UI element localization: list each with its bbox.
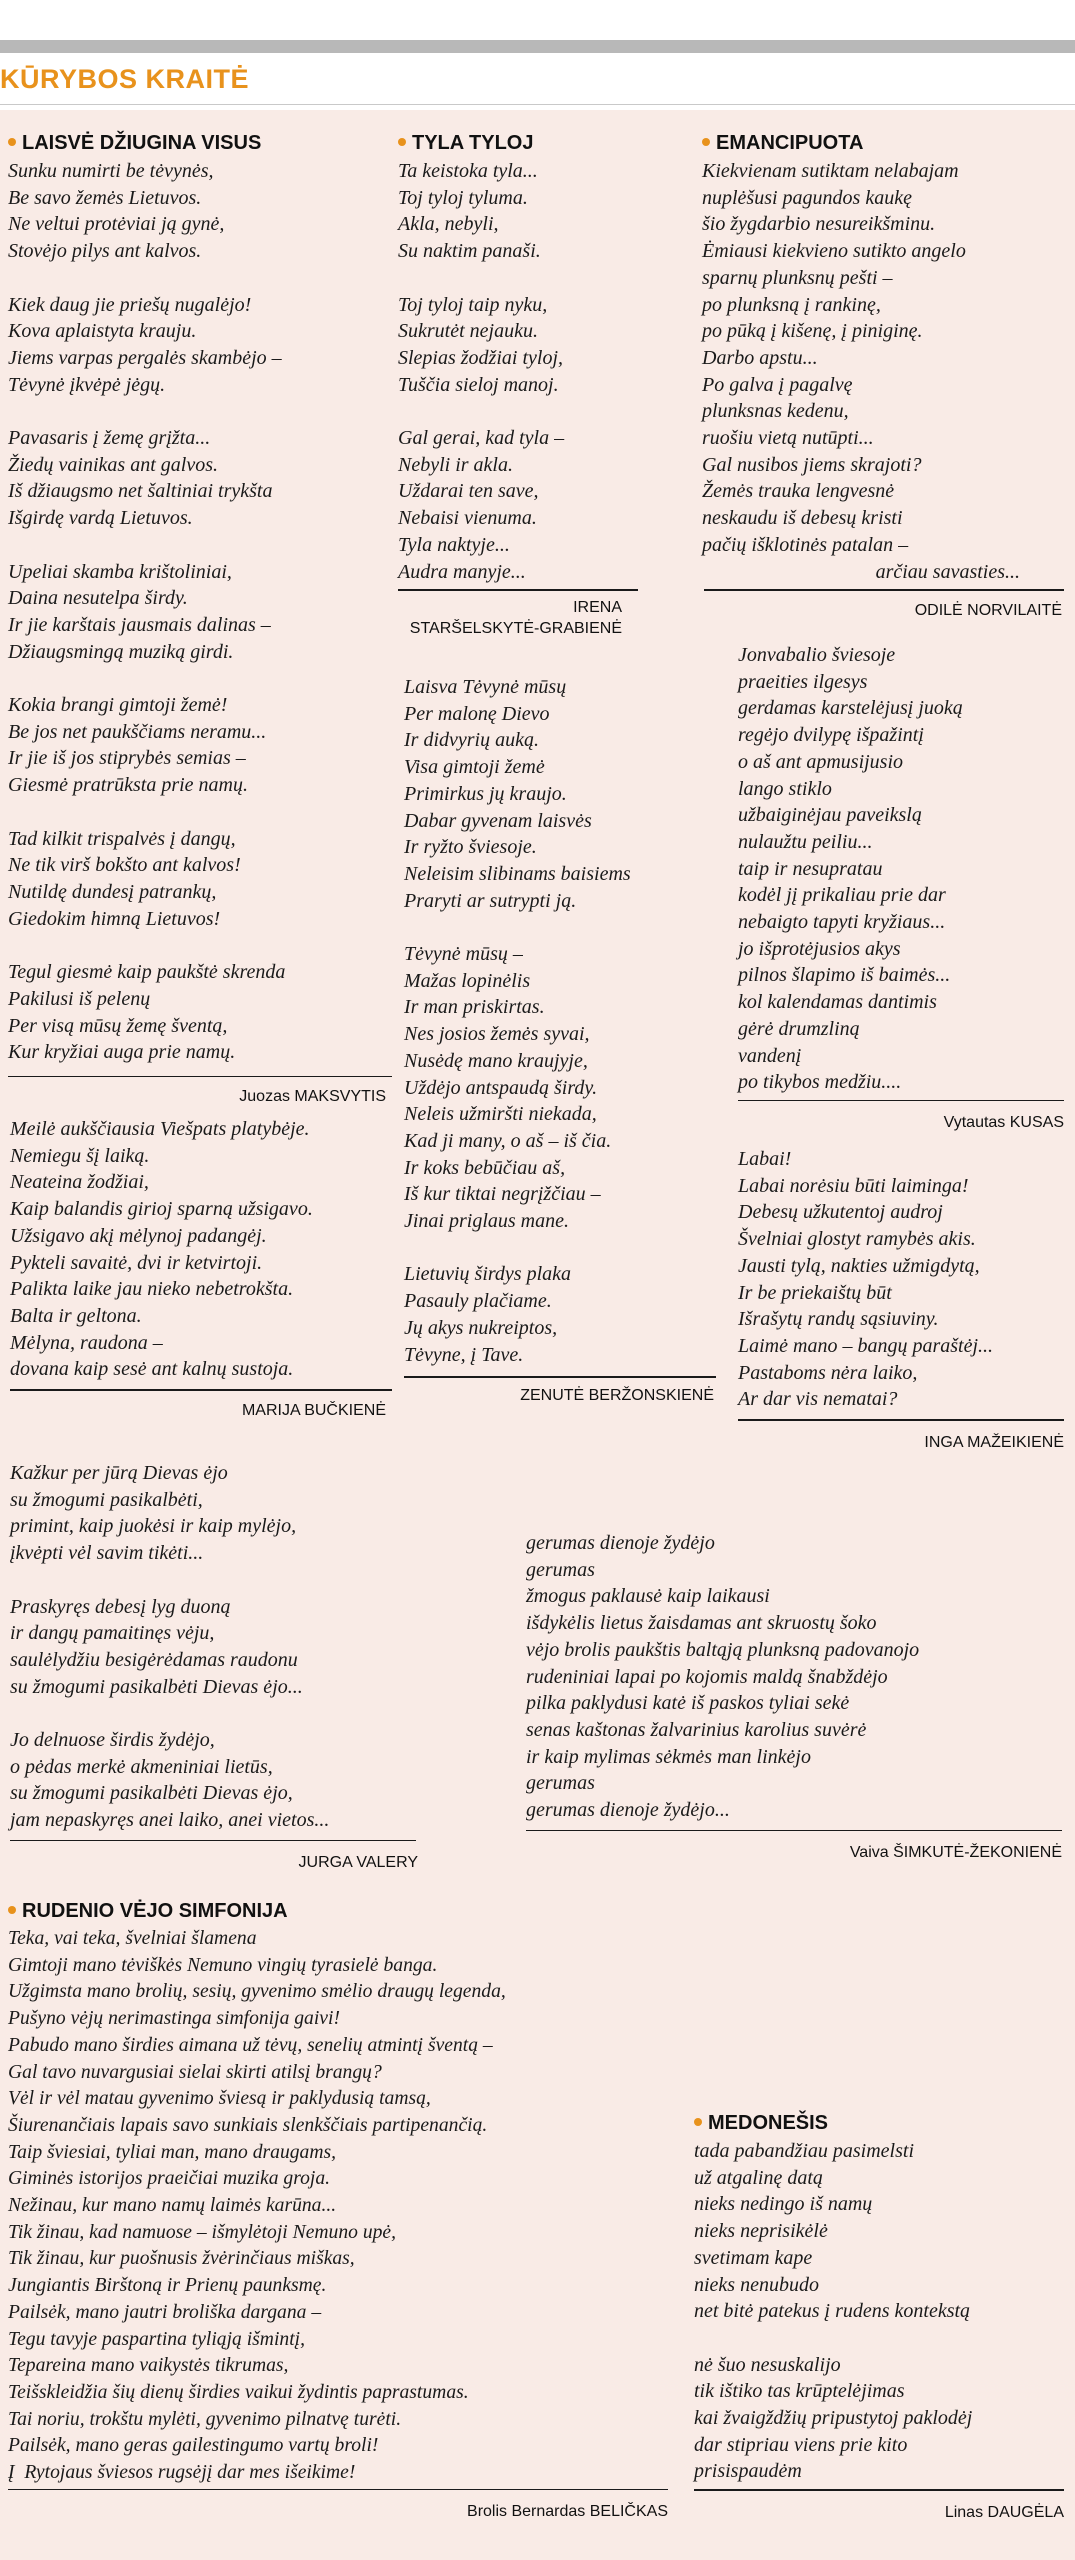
section-title: KŪRYBOS KRAITĖ <box>0 64 250 94</box>
poem-title: RUDENIO VĖJO SIMFONIJA <box>8 1898 668 1924</box>
poem-author: MARIJA BUČKIENĖ <box>241 1401 386 1419</box>
poem-gerumas <box>526 1530 1062 1863</box>
poem-author: JURGA VALERY <box>298 1854 418 1872</box>
poem-text: Labai! Labai norėsiu būti laiminga! Debesų užkutentoj audroj Švelniai glostyt ramybės akis. Jausti tylą, nakties užmigdytą, Ir be priekaištų būt Išrašytų randų sąsiuviny. Laimė mano – bangų paraštėj... Pastaboms nėra laiko, Ar dar vis nematai? <box>738 1148 993 1411</box>
divider <box>704 589 1064 591</box>
poem-medonesis <box>694 2110 1064 2523</box>
poem-rudenio <box>8 1898 668 2522</box>
poem-emancipuota <box>702 130 1062 621</box>
divider <box>8 1076 392 1078</box>
poem-author: Juozas MAKSVYTIS <box>239 1088 386 1106</box>
bullet-icon <box>702 138 710 146</box>
divider <box>738 1419 1064 1421</box>
poem-laisve <box>8 130 392 1107</box>
poem-labai <box>738 1146 1064 1453</box>
poem-text: tada pabandžiau pasimelsti už atgalinę datą nieks nedingo iš namų nieks neprisikėlė svetimam kape nieks nenubudo net bitė patekus į rudens kontekstą nė šuo nesuskalijo tik ištiko tas krūptelėjimas kai žvaigždžių pripustytoj paklodėj dar stipriau viens prie kito prisispaudėm <box>694 2140 973 2483</box>
divider <box>738 1100 1064 1102</box>
divider <box>404 1376 716 1378</box>
bullet-icon <box>8 138 16 146</box>
divider <box>398 589 638 591</box>
divider <box>694 2489 1064 2491</box>
poem-text: Jonvabalio šviesoje praeities ilgesys gerdamas karstelėjusį juoką regėjo dvilypę išpažintį o aš ant apmusijusio lango stiklo užbaiginėjau paveikslą nulaužtu peiliu... taip ir nesupratau kodėl jį prikaliau prie dar nebaigto tapyti kryžiaus... jo išprotėjusios akys pilnos šlapimo iš baimės... kol kalendamas dantimis gėrė drumzliną vandenį po tikybos medžiu.... <box>738 644 963 1094</box>
poem-author: INGA MAŽEIKIENĖ <box>924 1433 1064 1451</box>
poem-jonvabalio <box>738 642 1064 1133</box>
poem-text: gerumas dienoje žydėjo gerumas žmogus paklausė kaip laikausi išdykėlis lietus žaisdamas ant skruostų šoko vėjo brolis paukštis baltąją plunksną padovanojo rudeniniai lapai po kojomis maldą šnabždėjo pilka paklydusi katė iš paskos tyliai sekė senas kaštonas žalvarinius karolius suvėrė ir kaip mylimas sėkmės man linkėjo gerumas gerumas dienoje žydėjo... <box>526 1532 920 1822</box>
bullet-icon <box>398 138 406 146</box>
poem-author: Vaiva ŠIMKUTĖ-ŽEKONIENĖ <box>849 1844 1062 1862</box>
divider <box>10 1389 392 1391</box>
poem-text: Kažkur per jūrą Dievas ėjo su žmogumi pasikalbėti, primint, kaip juokėsi ir kaip mylėjo, įkvėpti vėl savim tikėti... Praskyręs debesį lyg duoną ir dangų pamaitinęs vėju, saulėlydžiu besigėrėdamas raudonu su žmogumi pasikalbėti Dievas ėjo... Jo delnuose širdis žydėjo, o pėdas merkė akmeniniai lietūs, su žmogumi pasikalbėti Dievas ėjo, jam nepaskyręs anei laiko, anei vietos... <box>10 1462 330 1832</box>
poem-author: ZENUTĖ BERŽONSKIENĖ <box>520 1386 714 1404</box>
poem-author: Vytautas KUSAS <box>943 1114 1064 1132</box>
poem-author: ODILĖ NORVILAITĖ <box>914 601 1062 619</box>
poem-title: TYLA TYLOJ <box>398 130 714 156</box>
poem-author: Linas DAUGĖLA <box>944 2503 1064 2521</box>
poem-text: Teka, vai teka, švelniai šlamena Gimtoji mano tėviškės Nemuno vingių tyrasielė banga. Užgimsta mano brolių, sesių, gyvenimo smėlio draugų legenda, Pušyno vėjų nerimastinga simfonija gaivi! Pabudo mano širdies aimana už tėvų, senelių atmintį šventą – Gal tavo nuvargusiai sielai skirti atilsį brangų? Vėl ir vėl matau gyvenimo šviesą ir paklydusią tamsą, Šiurenančiais lapais savo sunkiais slenkščiais partipenančią. Taip šviesiai, tyliai man, mano draugams, Giminės istorijos praeičiai muzika groja. Nežinau, kur mano namų laimės karūna... Tik žinau, kad namuose – išmylėtoji Nemuno upė, Tik žinau, kur puošnusis žvėrinčiaus miškas, Jungiantis Birštoną ir Prienų paunksmę. Pailsėk, mano jautri broliška dargana – Tegu tavyje paspartina tyliąją išmintį, Tepareina mano vaikystės tikrumas, Teišskleidžia šių dienų širdies vaikui žydintis paprastumas. Tai noriu, trokštu mylėti, gyvenimo pilnatvę turėti. Pailsėk, mano geras gailestingumo vartų broli! Į Rytojaus šviesos rugsėjį dar mes išeikime! <box>8 1928 506 2484</box>
title-divider <box>0 104 1075 105</box>
poem-text: Laisva Tėvynė mūsų Per malonę Dievo Ir didvyrių auką. Visa gimtoji žemė Primirkus jų kraujo. Dabar gyvenam laisvės Ir ryžto šviesoje. Neleisim slibinams baisiems Praryti ar sutrypti ją. Tėvynė mūsų – Mažas lopinėlis Ir man priskirtas. Nes josios žemės syvai, Nusėdę mano kraujyje, Uždėjo antspaudą širdy. Neleis užmiršti niekada, Kad ji many, o aš – iš čia. Ir koks bebūčiau aš, Iš kur tiktai negrįžčiau – Jinai priglaus mane. Lietuvių širdys plaka Pasauly plačiame. Jų akys nukreiptos, Tėvyne, į Tave. <box>404 676 631 1366</box>
poem-title: MEDONEŠIS <box>694 2110 1064 2136</box>
poem-kazkur <box>10 1460 418 1873</box>
poem-text: Ta keistoka tyla... Toj tyloj tyluma. Akla, nebyli, Su naktim panaši. Toj tyloj taip nyku, Sukrutėt nejauku. Slepias žodžiai tyloj, Tuščia sieloj manoj. Gal gerai, kad tyla – Nebyli ir akla. Uždarai ten save, Nebaisi vienuma. Tyla naktyje... Audra manyje... <box>398 160 565 583</box>
poem-author: Brolis Bernardas BELIČKAS <box>467 2503 668 2521</box>
poem-text: Sunku numirti be tėvynės, Be savo žemės Lietuvos. Ne veltui protėviai ją gynė, Stovėjo pilys ant kalvos. Kiek daug jie priešų nugalėjo! Kova aplaistyta krauju. Jiems varpas pergalės skambėjo – Tėvynė įkvėpė jėgų. Pavasaris į žemę grįžta... Žiedų vainikas ant galvos. Iš džiaugsmo net šaltiniai trykšta Išgirdę vardą Lietuvos. Upeliai skamba krištoliniai, Daina nesutelpa širdy. Ir jie karštais jausmais dalinas – Džiaugsmingą muziką girdi. Kokia brangi gimtoji žemė! Be jos net paukščiams neramu... Ir jie iš jos stiprybės semias – Giesmė pratrūksta prie namų. Tad kilkit trispalvės į dangų, Ne tik virš bokšto ant kalvos! Nutildę dundesį patrankų, Giedokim himną Lietuvos! Tegul giesmė kaip paukštė skrenda Pakilusi iš pelenų Per visą mūsų žemę šventą, Kur kryžiai auga prie namų. <box>8 160 286 1064</box>
poem-laisva <box>404 674 716 1406</box>
poem-text: Meilė aukščiausia Viešpats platybėje. Nemiegu šį laiką. Neateina žodžiai, Kaip balandis girioj sparną užsigavo. Užsigavo akį mėlynoj padangėj. Pykteli savaitė, dvi ir ketvirtoji. Palikta laike jau nieko nebetrokšta. Balta ir geltona. Mėlyna, raudona – dovana kaip sesė ant kalnų sustoja. <box>10 1118 313 1381</box>
poem-meile <box>10 1116 392 1421</box>
divider <box>526 1830 1062 1832</box>
bullet-icon <box>694 2118 702 2126</box>
divider <box>8 2489 668 2491</box>
poem-text: Kiekvienam sutiktam nelabajam nuplėšusi pagundos kaukę šio žygdarbio nesureikšminu. Ėmiausi kiekvieno sutikto angelo sparnų plunksnų pešti – po plunksną į rankinę, po pūką į kišenę, į piniginę. Darbo apstu... Po galva į pagalvę plunksnas kedenu, ruošiu vietą nutūpti... Gal nusibos jiems skrajoti? Žemės trauka lengvesnė neskaudu iš debesų kristi pačių išklotinės patalan – <box>702 160 966 556</box>
poem-title: LAISVĖ DŽIUGINA VISUS <box>8 130 392 156</box>
top-bar <box>0 40 1075 53</box>
poem-tyla <box>398 130 714 639</box>
divider <box>10 1840 416 1842</box>
poem-title: EMANCIPUOTA <box>702 130 1062 156</box>
poem-last-line: arčiau savasties... <box>875 560 1020 583</box>
bullet-icon <box>8 1906 16 1914</box>
poem-author: IRENA STARŠELSKYTĖ-GRABIENĖ <box>409 598 622 637</box>
